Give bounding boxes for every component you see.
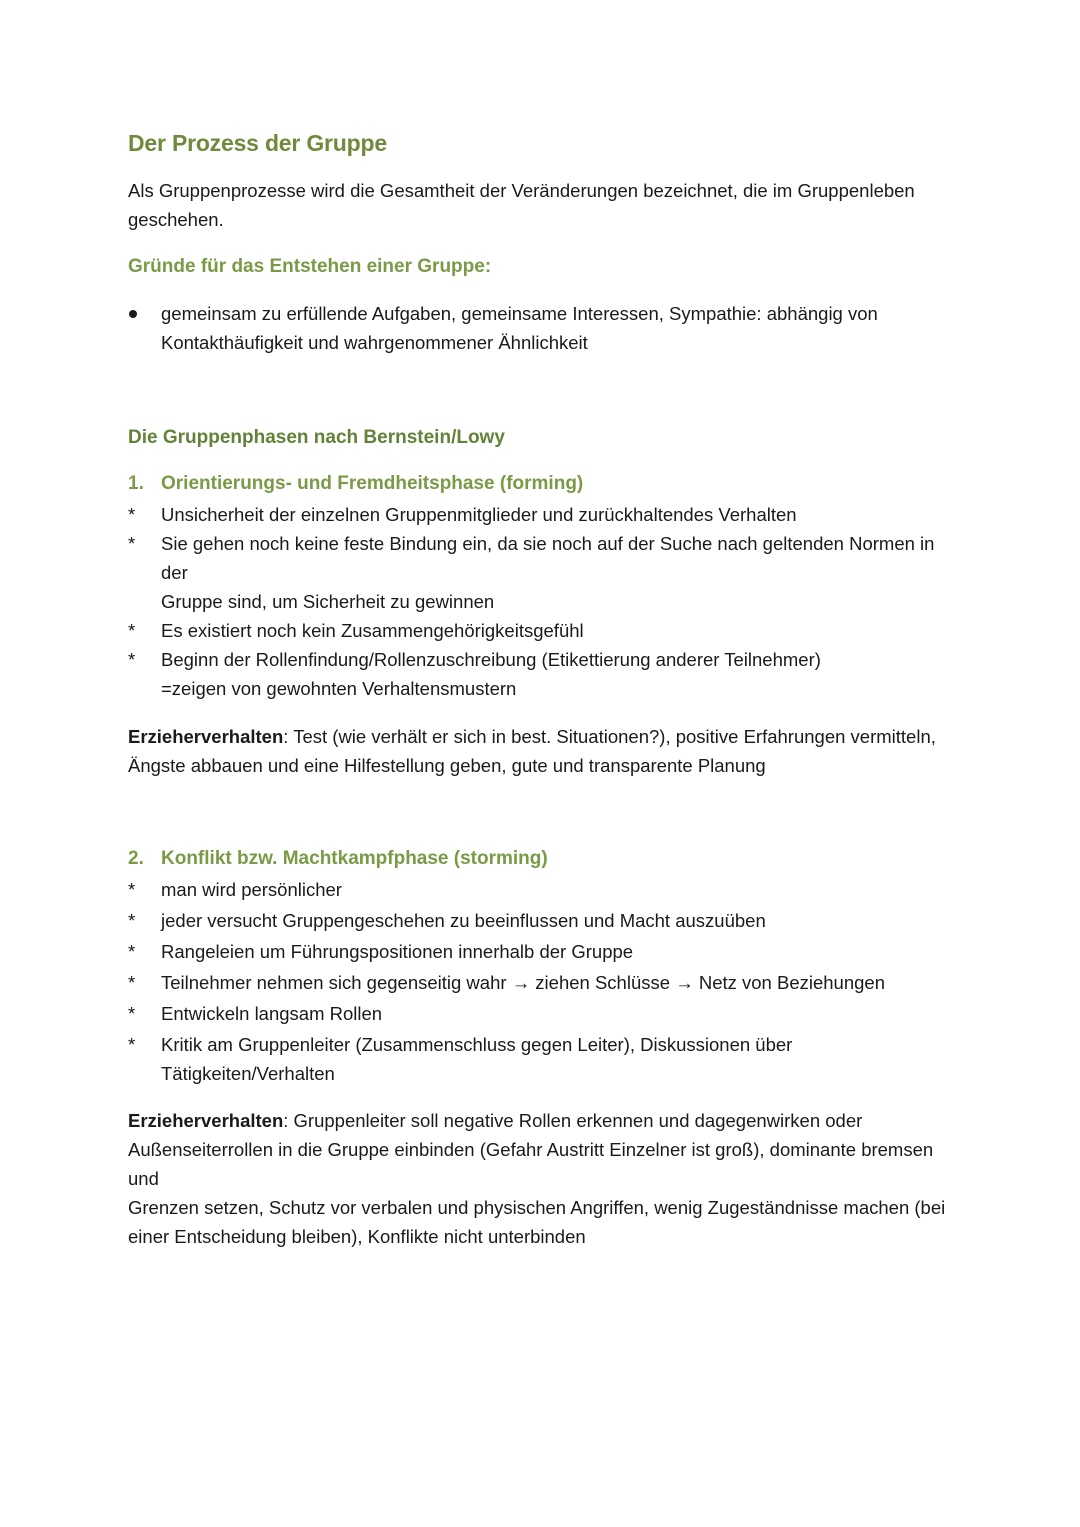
phase1-item-text: Sie gehen noch keine feste Bindung ein, da sie noch auf der Suche nach geltenden Normen in der: [161, 533, 935, 583]
phase2-educator-paragraph: [128, 1106, 958, 1251]
phase1-educator-paragraph: [128, 722, 958, 780]
phase2-list: [128, 875, 958, 1088]
list-item: [128, 299, 958, 357]
arrow-right-icon: →: [675, 972, 694, 993]
asterisk-marker: *: [128, 879, 136, 900]
document-content: [128, 126, 958, 1251]
phase1-number: 1.: [128, 473, 144, 494]
asterisk-marker: *: [128, 1034, 136, 1055]
educator-text-line-4: einer Entscheidung bleiben), Konflikte nicht unterbinden: [128, 1226, 586, 1247]
asterisk-marker: *: [128, 649, 136, 670]
list-item: [128, 500, 958, 529]
list-item: [128, 968, 958, 997]
phase1-title: Orientierungs- und Fremdheitsphase (forming): [161, 473, 584, 494]
educator-text-line-1: : Test (wie verhält er sich in best. Situationen?), positive Erfahrungen vermitteln,: [283, 726, 936, 747]
list-item: [128, 529, 958, 616]
list-item: [128, 906, 958, 935]
educator-text-line-1: : Gruppenleiter soll negative Rollen erkennen und dagegenwirken oder: [283, 1110, 863, 1131]
intro-line-2: geschehen.: [128, 209, 224, 230]
reasons-list: [128, 299, 958, 357]
intro-line-1: Als Gruppenprozesse wird die Gesamtheit der Veränderungen bezeichnet, die im Gruppenleben: [128, 180, 915, 201]
list-item: [128, 999, 958, 1028]
phase1-heading: [128, 469, 958, 498]
educator-label: Erzieherverhalten: [128, 1110, 284, 1131]
bullet-dot-icon: [129, 310, 137, 318]
reasons-heading: Gründe für das Entstehen einer Gruppe:: [128, 256, 492, 277]
list-item: [128, 1030, 958, 1088]
asterisk-marker: *: [128, 910, 136, 931]
list-item: [128, 937, 958, 966]
list-item: [128, 875, 958, 904]
reason-line-2: Kontakthäufigkeit und wahrgenommener Ähnlichkeit: [161, 332, 588, 353]
phase2-title: Konflikt bzw. Machtkampfphase (storming): [161, 848, 548, 869]
phase2-item-text-part: Teilnehmer nehmen sich gegenseitig wahr: [161, 972, 512, 993]
intro-paragraph: [128, 176, 958, 234]
phase2-item-text: man wird persönlicher: [161, 879, 342, 900]
educator-text-line-2: Ängste abbauen und eine Hilfestellung geben, gute und transparente Planung: [128, 755, 766, 776]
asterisk-marker: *: [128, 941, 136, 962]
phase2-item-text: Rangeleien um Führungspositionen innerhalb der Gruppe: [161, 941, 634, 962]
phase2-item-text: Kritik am Gruppenleiter (Zusammenschluss gegen Leiter), Diskussionen über Tätigkeiten/Verhalten: [161, 1034, 793, 1084]
educator-text-line-2: Außenseiterrollen in die Gruppe einbinden (Gefahr Austritt Einzelner ist groß), dominante bremsen und: [128, 1139, 934, 1189]
phase2-item-text: Entwickeln langsam Rollen: [161, 1003, 383, 1024]
phase2-heading: [128, 844, 958, 873]
phase1-item-text-continued: Gruppe sind, um Sicherheit zu gewinnen: [161, 591, 495, 612]
educator-text-line-3: Grenzen setzen, Schutz vor verbalen und physischen Angriffen, wenig Zugeständnisse machen (bei: [128, 1197, 946, 1218]
phase1-item-text: Es existiert noch kein Zusammengehörigkeitsgefühl: [161, 620, 584, 641]
phase1-list: [128, 500, 958, 703]
list-item: [128, 616, 958, 645]
phase2-number: 2.: [128, 848, 144, 869]
phase2-item-text-part: ziehen Schlüsse: [530, 972, 676, 993]
list-item: [128, 645, 958, 703]
phase1-item-text: Beginn der Rollenfindung/Rollenzuschreibung (Etikettierung anderer Teilnehmer): [161, 649, 821, 670]
asterisk-marker: *: [128, 533, 136, 554]
arrow-right-icon: →: [511, 972, 531, 993]
asterisk-marker: *: [128, 1003, 136, 1024]
phases-heading: Die Gruppenphasen nach Bernstein/Lowy: [128, 427, 505, 448]
page-title: Der Prozess der Gruppe: [128, 130, 387, 156]
educator-label: Erzieherverhalten: [128, 726, 284, 747]
phase2-item-text: jeder versucht Gruppengeschehen zu beeinflussen und Macht auszuüben: [161, 910, 766, 931]
asterisk-marker: *: [128, 620, 136, 641]
phase1-item-text-continued: =zeigen von gewohnten Verhaltensmustern: [161, 678, 517, 699]
asterisk-marker: *: [128, 504, 136, 525]
asterisk-marker: *: [128, 972, 136, 993]
phase1-item-text: Unsicherheit der einzelnen Gruppenmitglieder und zurückhaltendes Verhalten: [161, 504, 797, 525]
phase2-item-text-part: Netz von Beziehungen: [693, 972, 885, 993]
reason-line-1: gemeinsam zu erfüllende Aufgaben, gemeinsame Interessen, Sympathie: abhängig von: [161, 303, 878, 324]
